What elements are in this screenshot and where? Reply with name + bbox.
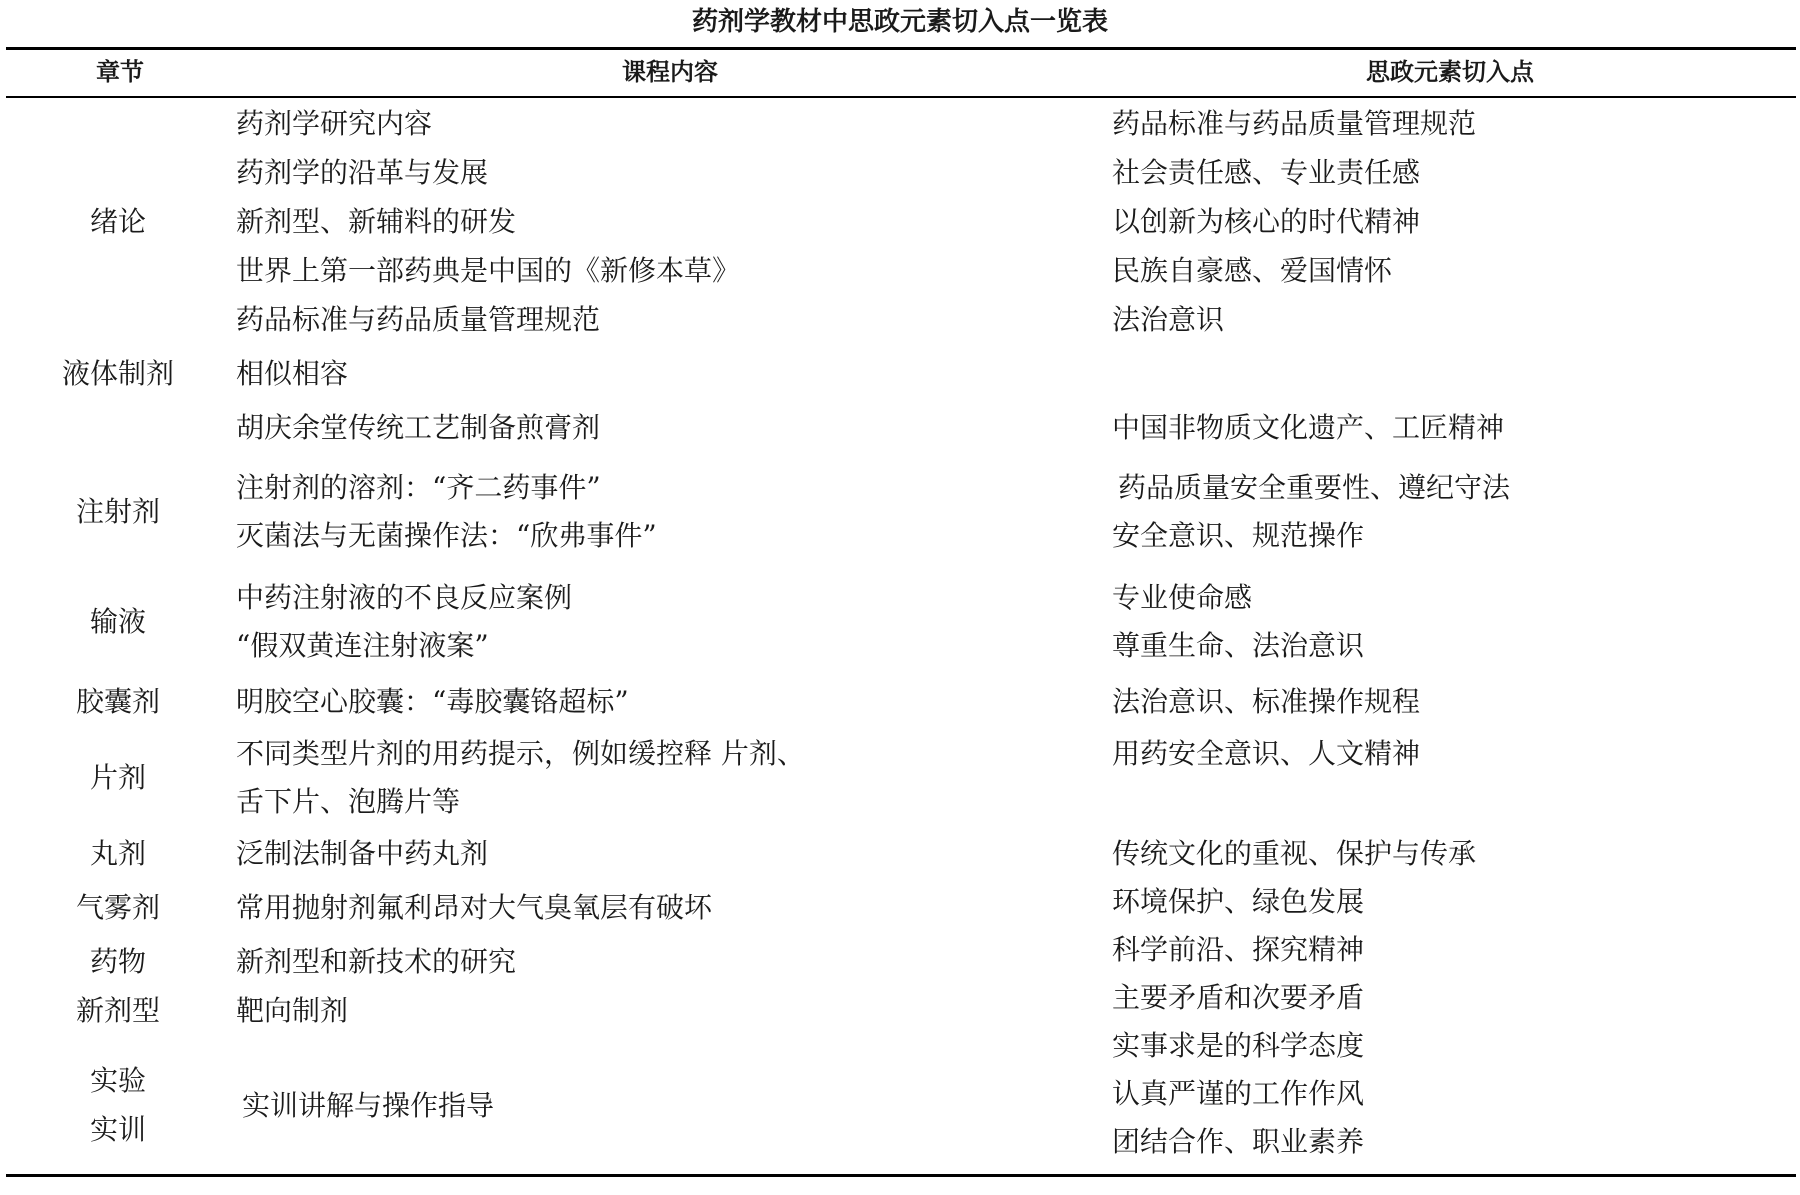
top-rule bbox=[6, 47, 1796, 50]
element-cell: 药品质量安全重要性、遵纪守法 bbox=[1118, 471, 1511, 504]
course-cell: 药剂学的沿革与发展 bbox=[236, 156, 489, 189]
element-cell: 实事求是的科学态度 bbox=[1112, 1029, 1365, 1062]
course-cell: 新剂型和新技术的研究 bbox=[236, 945, 517, 978]
course-cell: 实训讲解与操作指导 bbox=[242, 1089, 495, 1122]
course-cell: 注射剂的溶剂：“齐二药事件” bbox=[236, 471, 601, 504]
chapter-cell: 注射剂 bbox=[75, 495, 160, 528]
element-cell: 认真严谨的工作作风 bbox=[1112, 1077, 1365, 1110]
course-cell: 常用抛射剂氟利昂对大气臭氧层有破坏 bbox=[236, 891, 713, 924]
course-cell: 中药注射液的不良反应案例 bbox=[236, 581, 573, 614]
element-cell: 专业使命感 bbox=[1112, 581, 1253, 614]
chapter-cell: 药物 bbox=[89, 945, 146, 978]
element-cell: 安全意识、规范操作 bbox=[1112, 519, 1365, 552]
element-cell: 主要矛盾和次要矛盾 bbox=[1112, 981, 1365, 1014]
course-cell: 泛制法制备中药丸剂 bbox=[236, 837, 489, 870]
course-cell: 世界上第一部药典是中国的《新修本草》 bbox=[236, 254, 741, 287]
course-cell: 灭菌法与无菌操作法：“欣弗事件” bbox=[236, 519, 657, 552]
chapter-cell: 气雾剂 bbox=[75, 891, 160, 924]
bottom-rule bbox=[6, 1174, 1796, 1177]
course-cell: 不同类型片剂的用药提示，例如缓控释 片剂、 bbox=[236, 737, 805, 770]
chapter-cell: 新剂型 bbox=[75, 994, 160, 1027]
course-cell: 舌下片、泡腾片等 bbox=[236, 785, 461, 818]
element-cell: 法治意识、标准操作规程 bbox=[1112, 685, 1421, 718]
header-rule bbox=[6, 96, 1796, 98]
element-cell: 用药安全意识、人文精神 bbox=[1112, 737, 1421, 770]
chapter-cell: 实验 bbox=[89, 1064, 146, 1097]
course-cell: 明胶空心胶囊：“毒胶囊铬超标” bbox=[236, 685, 629, 718]
element-cell: 科学前沿、探究精神 bbox=[1112, 933, 1365, 966]
course-cell: 药剂学研究内容 bbox=[236, 107, 433, 140]
course-cell: 新剂型、新辅料的研发 bbox=[236, 205, 517, 238]
chapter-cell: 胶囊剂 bbox=[75, 685, 160, 718]
chapter-cell: 液体制剂 bbox=[61, 357, 174, 390]
header-chapter: 章节 bbox=[96, 58, 144, 86]
chapter-cell: 输液 bbox=[89, 605, 146, 638]
header-content: 课程内容 bbox=[622, 58, 718, 86]
element-cell: 尊重生命、法治意识 bbox=[1112, 629, 1365, 662]
chapter-cell: 实训 bbox=[89, 1113, 146, 1146]
element-cell: 环境保护、绿色发展 bbox=[1112, 885, 1365, 918]
element-cell: 中国非物质文化遗产、工匠精神 bbox=[1112, 411, 1505, 444]
table-title: 药剂学教材中思政元素切入点一览表 bbox=[691, 7, 1108, 37]
course-cell: 相似相容 bbox=[236, 357, 349, 390]
element-cell: 传统文化的重视、保护与传承 bbox=[1112, 837, 1477, 870]
course-cell: “假双黄连注射液案” bbox=[236, 629, 489, 662]
chapter-cell: 绪论 bbox=[89, 205, 146, 238]
element-cell: 以创新为核心的时代精神 bbox=[1112, 205, 1421, 238]
chapter-cell: 丸剂 bbox=[89, 837, 146, 870]
element-cell: 社会责任感、专业责任感 bbox=[1112, 156, 1421, 189]
course-cell: 药品标准与药品质量管理规范 bbox=[236, 303, 601, 336]
header-element: 思政元素切入点 bbox=[1366, 58, 1534, 86]
element-cell: 法治意识 bbox=[1112, 303, 1225, 336]
element-cell: 药品标准与药品质量管理规范 bbox=[1112, 107, 1477, 140]
element-cell: 民族自豪感、爱国情怀 bbox=[1112, 254, 1393, 287]
course-cell: 胡庆余堂传统工艺制备煎膏剂 bbox=[236, 411, 601, 444]
element-cell: 团结合作、职业素养 bbox=[1112, 1125, 1365, 1158]
chapter-cell: 片剂 bbox=[89, 761, 146, 794]
course-cell: 靶向制剂 bbox=[236, 994, 349, 1027]
